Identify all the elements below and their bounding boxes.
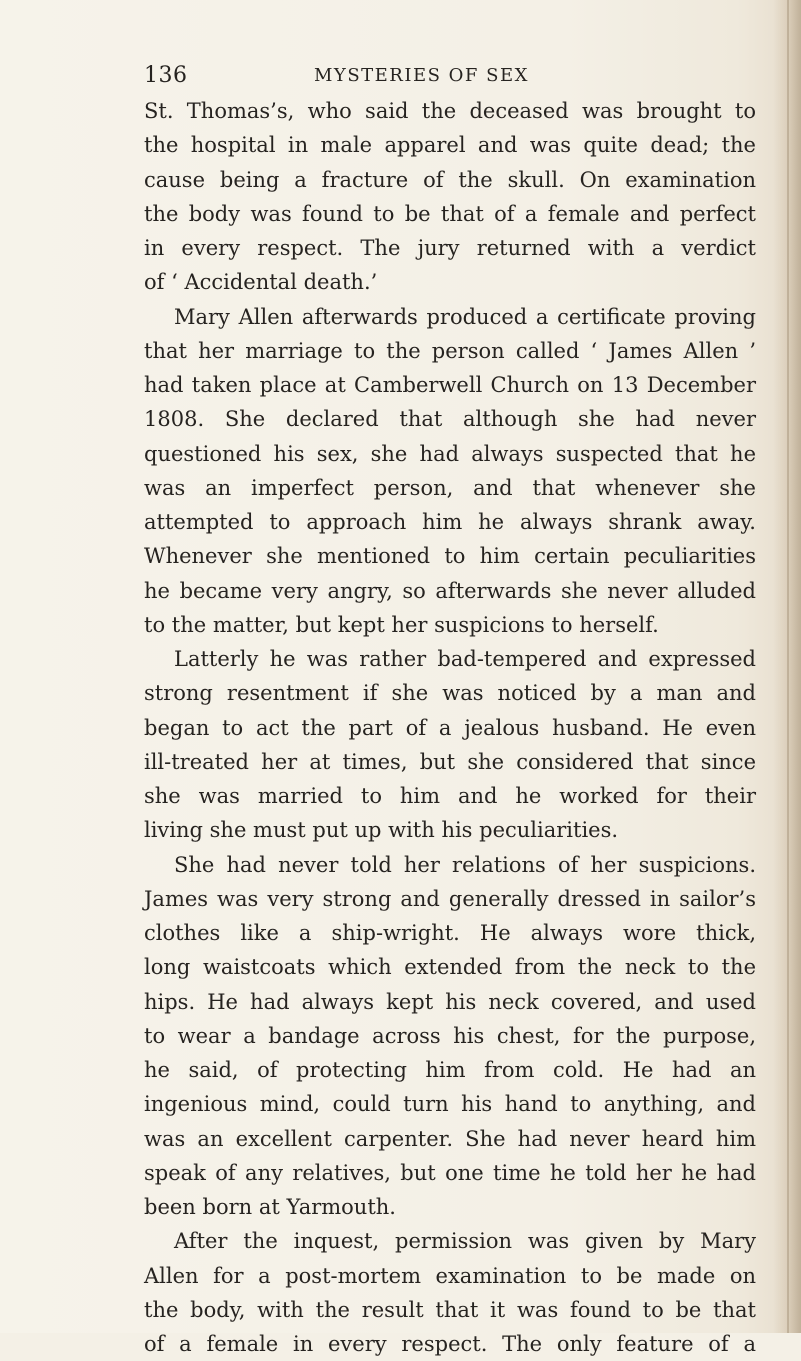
text-line: strong resentment if she was noticed by a man and	[144, 681, 756, 706]
text-line: began to act the part of a jealous husband. He even	[144, 715, 756, 740]
text-line: of a female in every respect. The only feature of a	[144, 1332, 756, 1356]
text-line: cause being a fracture of the skull. On examination	[144, 167, 756, 192]
page-edge-line	[787, 0, 789, 1333]
text-line: to the matter, but kept her suspicions to herself.	[144, 612, 659, 637]
page-number: 136	[144, 63, 188, 88]
text-line: had taken place at Camberwell Church on 13 December	[144, 373, 756, 397]
text-line: questioned his sex, she had always suspected that he	[144, 441, 756, 466]
body-text	[144, 94, 756, 1361]
text-line: speak of any relatives, but one time he told her he had	[144, 1160, 756, 1185]
text-line: of ‘ Accidental death.’	[144, 270, 378, 295]
text-line: he said, of protecting him from cold. He had an	[144, 1058, 756, 1082]
text-line: James was very strong and generally dressed in sailor’s	[144, 886, 756, 911]
text-line: Whenever she mentioned to him certain peculiarities	[144, 544, 756, 569]
text-line: 1808. She declared that although she had never	[144, 407, 756, 432]
text-line: hips. He had always kept his neck covered, and used	[144, 989, 756, 1014]
text-line: ingenious mind, could turn his hand to anything, and	[144, 1092, 756, 1117]
text-line: that her marriage to the person called ‘ James Allen ’	[144, 338, 756, 363]
running-head	[144, 63, 744, 93]
text-line: She had never told her relations of her suspicions.	[174, 852, 756, 877]
text-line: Mary Allen afterwards produced a certificate proving	[174, 304, 756, 329]
text-line: St. Thomas’s, who said the deceased was brought to	[144, 99, 756, 123]
text-line: After the inquest, permission was given by Mary	[174, 1229, 756, 1254]
text-line: living she must put up with his peculiarities.	[144, 818, 619, 843]
text-line: ill-treated her at times, but she considered that since	[144, 749, 756, 774]
text-line: was an imperfect person, and that whenever she	[144, 475, 756, 500]
running-head-title: MYSTERIES OF SEX	[314, 65, 529, 86]
text-line: was an excellent carpenter. She had never heard him	[144, 1126, 756, 1151]
text-line: the body, with the result that it was found to be that	[144, 1297, 756, 1322]
text-line: the hospital in male apparel and was quite dead; the	[144, 133, 756, 158]
text-line: Allen for a post-mortem examination to be made on	[144, 1263, 756, 1288]
text-line: attempted to approach him he always shrank away.	[144, 510, 756, 534]
text-line: in every respect. The jury returned with a verdict	[144, 236, 756, 260]
text-line: long waistcoats which extended from the neck to the	[144, 955, 756, 980]
text-line: she was married to him and he worked for their	[144, 784, 756, 808]
text-line: clothes like a ship-wright. He always wore thick,	[144, 921, 756, 945]
text-line: to wear a bandage across his chest, for the purpose,	[144, 1023, 756, 1048]
text-line: Latterly he was rather bad-tempered and expressed	[174, 647, 756, 671]
text-line: been born at Yarmouth.	[144, 1195, 396, 1219]
text-line: the body was found to be that of a female and perfect	[144, 201, 756, 226]
text-line: he became very angry, so afterwards she never alluded	[144, 578, 756, 603]
